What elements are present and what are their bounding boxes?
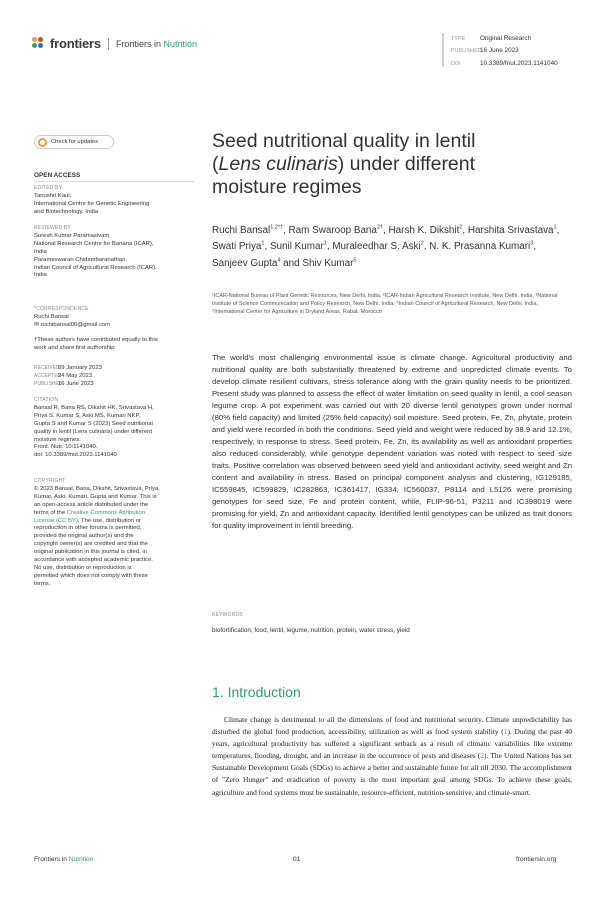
author[interactable]: Ruchi Bansal$^{1,2*\dagger}$	[212, 224, 284, 236]
abstract: The world's most challenging environmental issue is climate change. Agricultural productivity and nutritional quality are both substantially threatened by extreme and unpredicted climate events. To develop climate resilient cultivars, stress tolerance along with the grain quality needs to be prioritized. Present study was planned to assess the effect of water limitation on seed quality in lentil, a cool season legume crop. A pot experiment was carried out with 20 diverse lentil genotypes grown under normal (80% field capacity) and limited (25% field capacity) soil moisture. Seed protein, Fe, Zn, phytate, protein and yield were recorded in both the conditions. Seed yield and weight were reduced by 38.9 and 12.1%, respectively, in response to stress. Seed protein, Fe, Zn, its availability as well as antioxidant properties also reduced considerably, while genotype dependent variation was noted with respect to seed size traits. Positive correlation was observed between seed yield and antioxidant activity, seed weight and Zn content and availability in stress. Based on principal component analysis and clustering, IG129185, IC559845, IC599829, IC282863, IC361417, IG334, IC560037, P8114 and L5126 were promising genotypes for seed size, Fe and protein content, while, FLIP-96-51, P3211 and IC398019 were promising for yield, Zn and antioxidant capacity. Identified lentil genotypes can be utilized as trait donors for quality improvement in lentil breeding.	[212, 353, 572, 530]
footer-site-link[interactable]: frontiersin.org	[516, 856, 557, 863]
author[interactable]: Harsh K. Dikshit$^2$	[388, 224, 463, 236]
journal-name: Frontiers in Nutrition	[115, 38, 197, 49]
introduction-paragraph: Climate change is detrimental to all the dimensions of food and nutritional security. Climate unpredictability has disturbed the global food production, accessibility, utilization as well as food system stability (1). During the past 40 years, agricultural productivity has suffered a significant setback as a result of climatic variabilities like extreme temperatures, flooding, drought, and an increase in the occurrence of pests and diseases (2). The United Nations has set Sustainable Development Goals (SDGs) to achieve a better and sustainable future for all till 2030. The accomplishment of "Zero Hunger" and eradication of poverty is the most important goal among SDGs. To achieve these goals, agriculture and food systems must be sustainable, resource-efficient, nutrition-sensitive, and climate-smart.	[212, 715, 572, 797]
article-title: Seed nutritional quality in lentil (Lens culinaris) under different moisture regimes	[212, 130, 476, 198]
edited-by: EDITED BY Tanushri Kaul, International Centre for Genetic Engineering and Biotechnology, India	[34, 185, 150, 215]
reference-link[interactable]: 1	[503, 727, 508, 737]
citation: CITATION Bansal R, Bana RS, Dikshit HK, Srivastava H, Priya S, Kumar S, Aski MS, Kumari NKP, Gupta S and Kumar S (2023) Seed nutritional quality in lentil (Lens culinaris) under different moisture regimes. Front. Nutr. 10:1141040. doi: 10.3389/fnut.2023.1141040	[34, 397, 154, 459]
update-icon	[38, 138, 47, 147]
reference-link[interactable]: 2	[480, 751, 485, 761]
frontiers-logo	[32, 36, 197, 51]
frontiers-logo-icon	[32, 37, 46, 51]
keywords: biofortification, food, lentil, legume, nutrition, protein, water stress, yield	[212, 627, 410, 634]
author[interactable]: Shiv Kumar$^5$	[302, 257, 357, 269]
copyright: COPYRIGHT © 2023 Bansal, Bana, Dikshit, Srivastava, Priya, Kumar, Aski, Kumari, Gupta and Kumar. This is an open-access article distributed under the terms of the Creative Commons Attribution License (CC BY). The use, distribution or reproduction in other forums is permitted, provided the original author(s) and the copyright owner(s) are credited and that the original publication in this journal is cited, in accordance with accepted academic practice. No use, distribution or reproduction is permitted which does not comply with these terms.	[34, 478, 160, 587]
author[interactable]: Ram Swaroop Bana$^{2\dagger}$	[288, 224, 384, 236]
meta-type: TYPE Original Research	[451, 35, 532, 42]
author[interactable]: Muraleedhar S. Aski$^2$	[332, 241, 424, 253]
footer-journal: Frontiers in Nutrition	[34, 856, 94, 863]
author[interactable]: Sunil Kumar$^1$	[269, 241, 327, 253]
affiliations: ¹ICAR-National Bureau of Plant Genetic Resources, New Delhi, India, ²ICAR-Indian Agricultural Research Institute, New Delhi, India, ³National Institute of Science Communication and Policy Research, New Delhi, India, ⁴Indian Council of Agricultural Research, New Delhi, India, ⁵International Center for Agriculture in Dryland Areas, Rabat, Morocco	[212, 293, 558, 315]
author[interactable]: Swati Priya$^1$	[212, 241, 265, 253]
author[interactable]: N. K. Prasanna Kumari$^3$	[429, 241, 534, 253]
equal-contribution-note: †These authors have contributed equally to this work and share first authorship	[34, 337, 158, 351]
article-dates: RECEIVED09 January 2023 ACCEPTED24 May 2023 PUBLISHED16 June 2023	[34, 365, 102, 387]
meta-doi: DOI 10.3389/fnut.2023.1141040	[451, 59, 558, 67]
article-meta	[451, 33, 558, 70]
open-access-label: OPEN ACCESS	[34, 172, 81, 179]
meta-bar	[442, 33, 444, 67]
sidebar-divider	[34, 181, 194, 182]
page-number: 01	[293, 856, 301, 863]
check-for-updates-button[interactable]: Check for updates	[34, 135, 114, 149]
author[interactable]: Harshita Srivastava$^1$	[467, 224, 557, 236]
meta-published: PUBLISHED16 June 2023	[451, 47, 519, 55]
section-heading-introduction: 1. Introduction	[212, 684, 301, 700]
logo-wordmark: frontiers	[50, 36, 101, 51]
author-list: Ruchi Bansal$^{1,2*\dagger}$, Ram Swaroop Bana$^{2\dagger}$, Harsh K. Dikshit$^2$, Harshita Srivastava$^1$, Swati Priya$^1$, Sunil Kumar$^1$, Muraleedhar S. Aski$^2$, N. K. Prasanna Kumari$^3$, Sanjeev Gupta$^4$ and Shiv Kumar$^5$	[212, 224, 560, 269]
logo-divider	[108, 38, 109, 50]
reviewed-by: REVIEWED BY Suresh Kumar Paramasivam, National Research Centre for Banana (ICAR), India Parameswaran Chidambaranathan, Indian Council of Agricultural Research (ICAR), India	[34, 225, 157, 279]
correspondence: *CORRESPONDENCE Ruchi Bansal ✉ ruchibansal06@gmail.com	[34, 306, 111, 328]
license-link[interactable]: Creative Commons Attribution License (CC BY)	[34, 509, 145, 524]
keywords-label: KEYWORDS	[212, 612, 243, 618]
author[interactable]: Sanjeev Gupta$^4$	[212, 257, 281, 269]
